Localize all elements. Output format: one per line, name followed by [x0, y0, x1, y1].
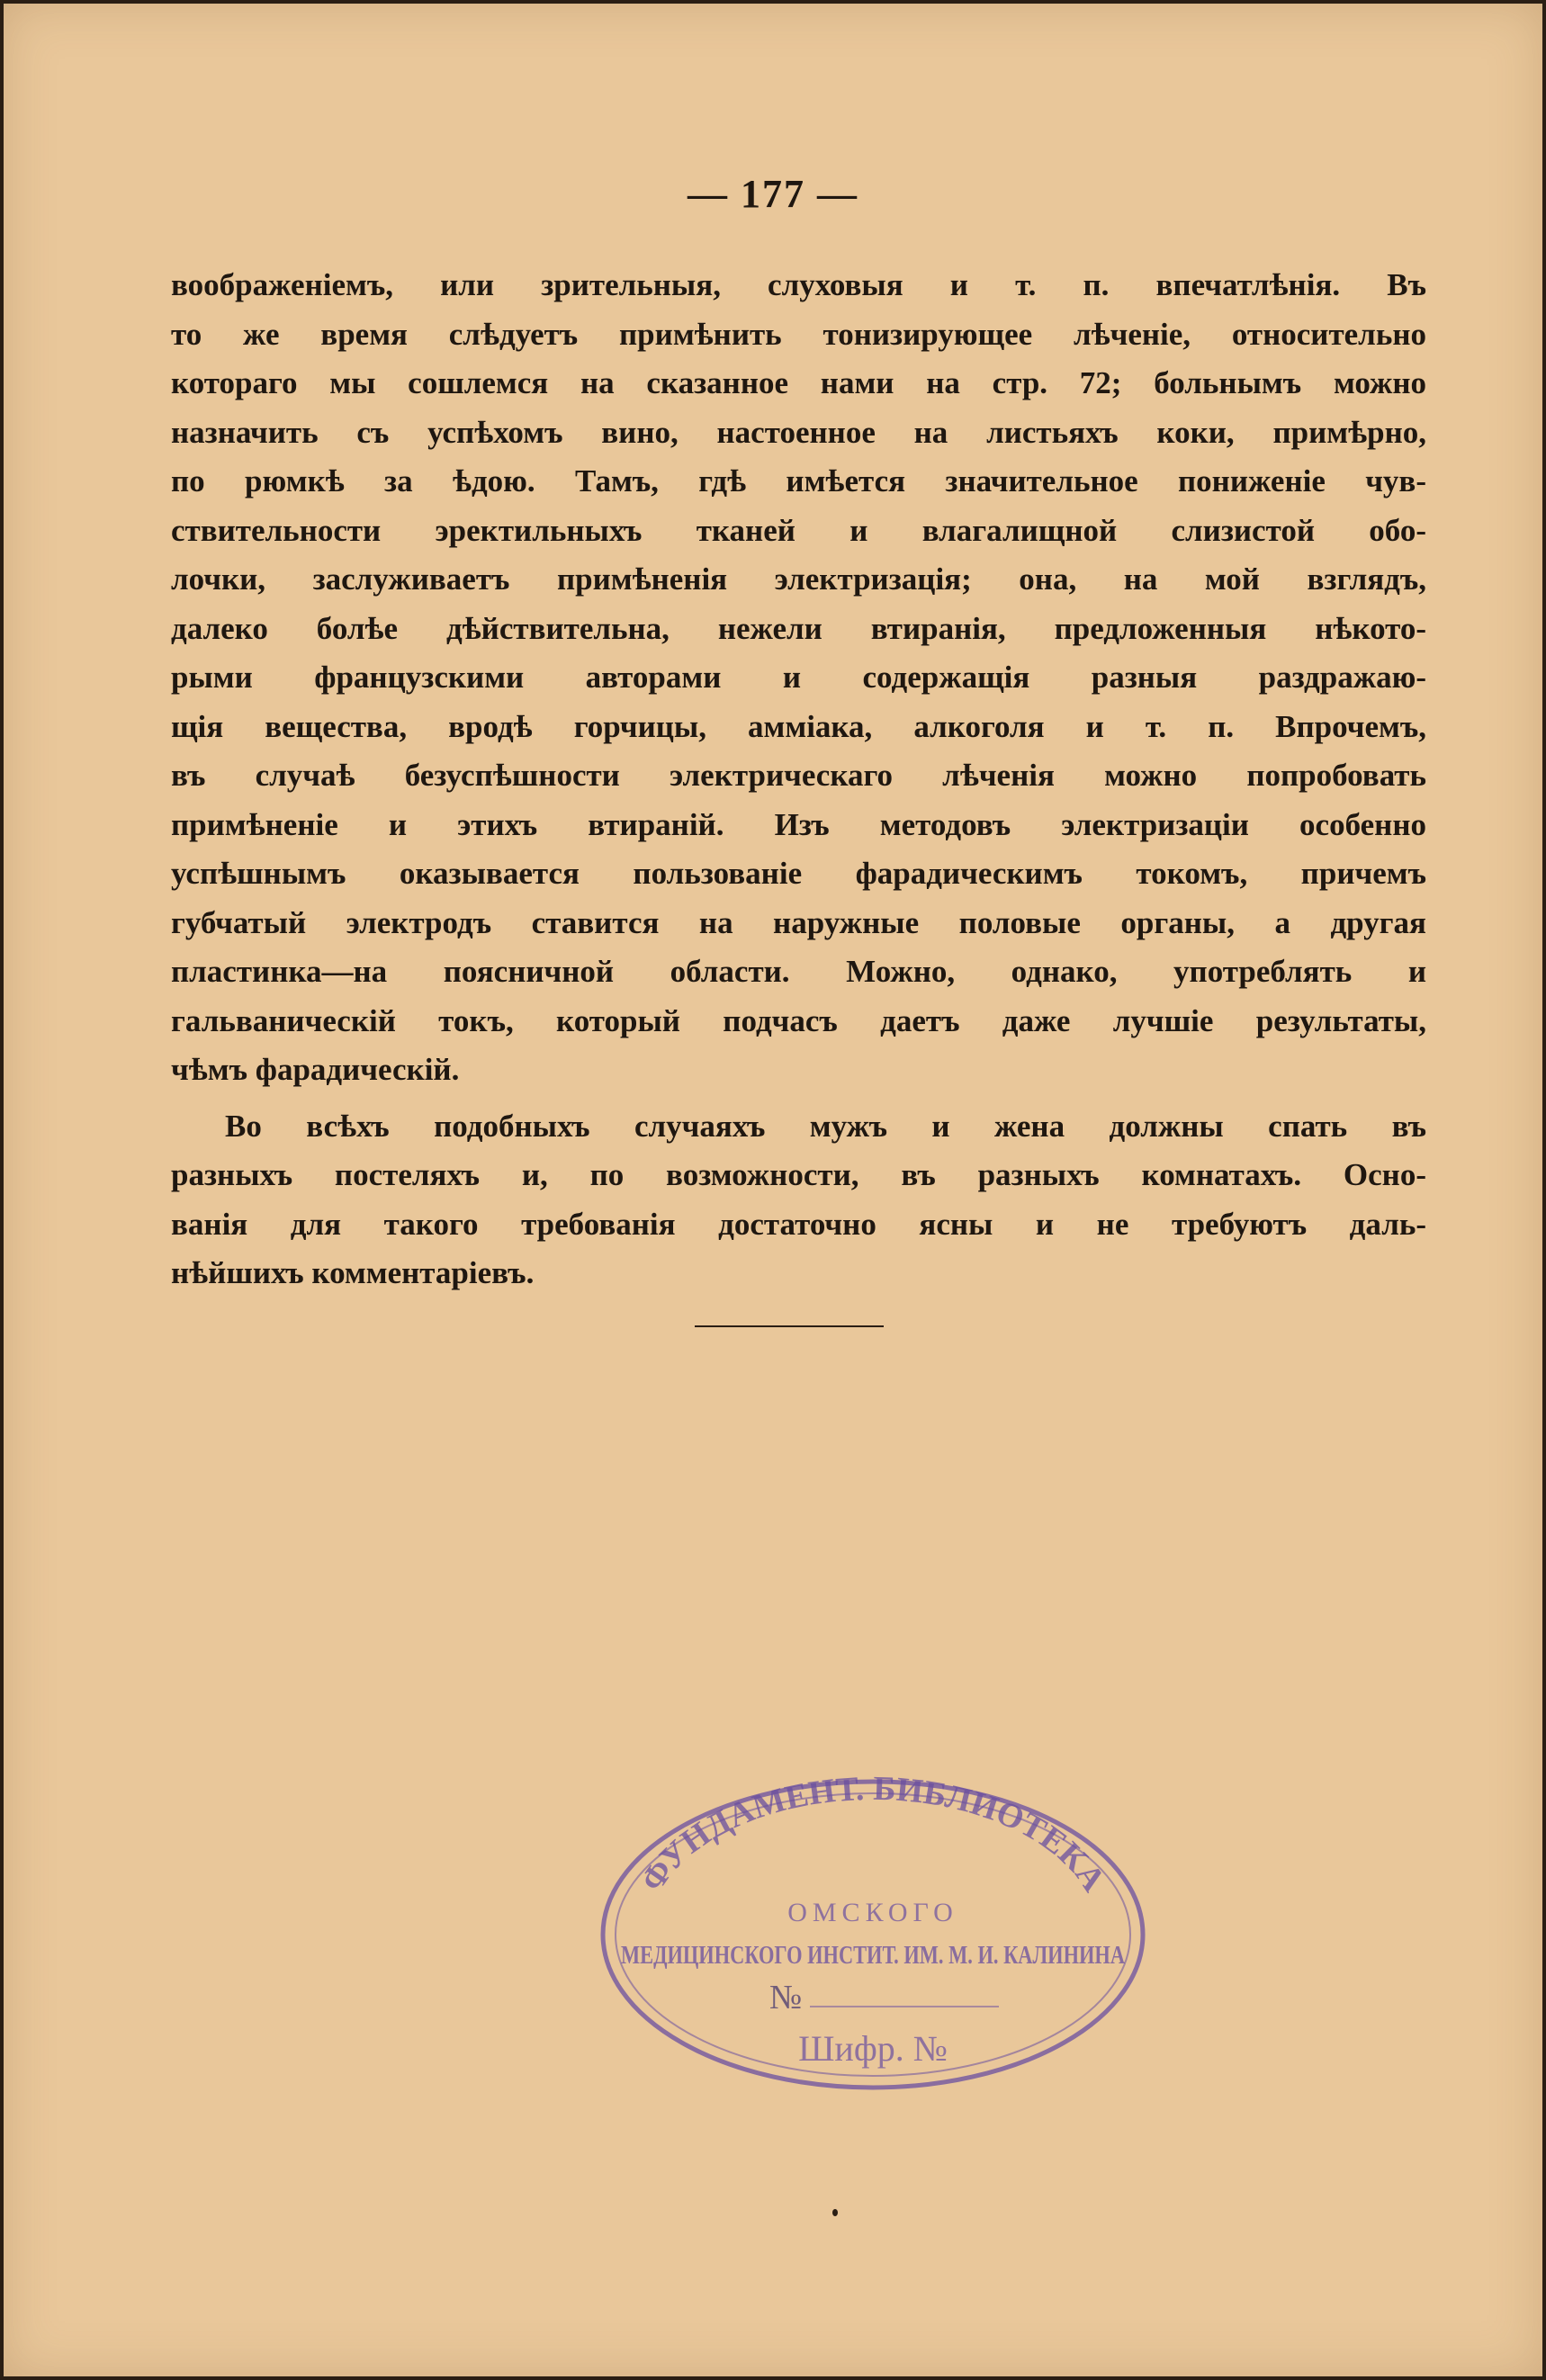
text-line: щія вещества, вродѣ горчицы, амміака, алкоголя и т. п. Впрочемъ, [171, 708, 1426, 744]
text-line: лочки, заслуживаетъ примѣненія электризація; она, на мой взглядъ, [171, 561, 1426, 597]
text-line: ствительности эректильныхъ тканей и влагалищной слизистой обо- [171, 512, 1426, 548]
text-line: котораго мы сошлемся на сказанное нами на стр. 72; больнымъ можно [171, 365, 1426, 400]
ink-speck [832, 2209, 838, 2216]
text-line: то же время слѣдуетъ примѣнить тонизирующее лѣченіе, относительно [171, 316, 1426, 352]
text-line: Во всѣхъ подобныхъ случаяхъ мужъ и жена должны спать въ [225, 1108, 1426, 1144]
stamp-top-text: ФУНДАМЕНТ. БИБЛИОТЕКА [633, 1769, 1113, 1899]
section-divider [695, 1325, 884, 1327]
text-line: гальваническій токъ, который подчасъ даетъ даже лучшіе результаты, [171, 1002, 1426, 1038]
text-line: разныхъ постеляхъ и, по возможности, въ разныхъ комнатахъ. Осно- [171, 1157, 1426, 1192]
stamp-number: № [769, 1979, 803, 2016]
text-line: чѣмъ фарадическій. [171, 1052, 460, 1087]
text-line: примѣненіе и этихъ втираній. Изъ методовъ электризаціи особенно [171, 806, 1426, 842]
text-line: по рюмкѣ за ѣдою. Тамъ, гдѣ имѣется значительное пониженіе чув- [171, 463, 1426, 498]
text-line: назначить съ успѣхомъ вино, настоенное на листьяхъ коки, примѣрно, [171, 414, 1426, 450]
text-line: успѣшнымъ оказывается пользованіе фарадическимъ токомъ, причемъ [171, 856, 1426, 891]
paragraph-1 [171, 261, 1426, 1095]
text-line: рыми французскими авторами и содержащія разныя раздражаю- [171, 660, 1426, 695]
paragraph-2 [171, 1102, 1426, 1298]
text-line: пластинка—на поясничной области. Можно, однако, употреблять и [171, 954, 1426, 989]
text-line: въ случаѣ безуспѣшности электрическаго лѣченія можно попробовать [171, 758, 1426, 793]
body-text [171, 261, 1426, 1298]
library-stamp [585, 1764, 1161, 2097]
text-line: губчатый электродъ ставится на наружные половые органы, а другая [171, 904, 1426, 940]
stamp-institute: МЕДИЦИНСКОГО ИНСТИТ. ИМ. М. И. КАЛИНИНА [621, 1942, 1126, 1970]
stamp-city: ОМСКОГО [787, 1898, 958, 1927]
page-number: — 177 — [688, 172, 858, 216]
text-line: нѣйшихъ комментаріевъ. [171, 1255, 535, 1290]
stamp-cipher: Шифр. № [798, 2028, 948, 2069]
text-line: воображеніемъ, или зрительныя, слуховыя и т. п. впечатлѣнія. Въ [171, 267, 1426, 302]
text-line: далеко болѣе дѣйствительна, нежели втиранія, предложенныя нѣкото- [171, 610, 1426, 646]
text-line: ванія для такого требованія достаточно ясны и не требуютъ даль- [171, 1206, 1426, 1242]
